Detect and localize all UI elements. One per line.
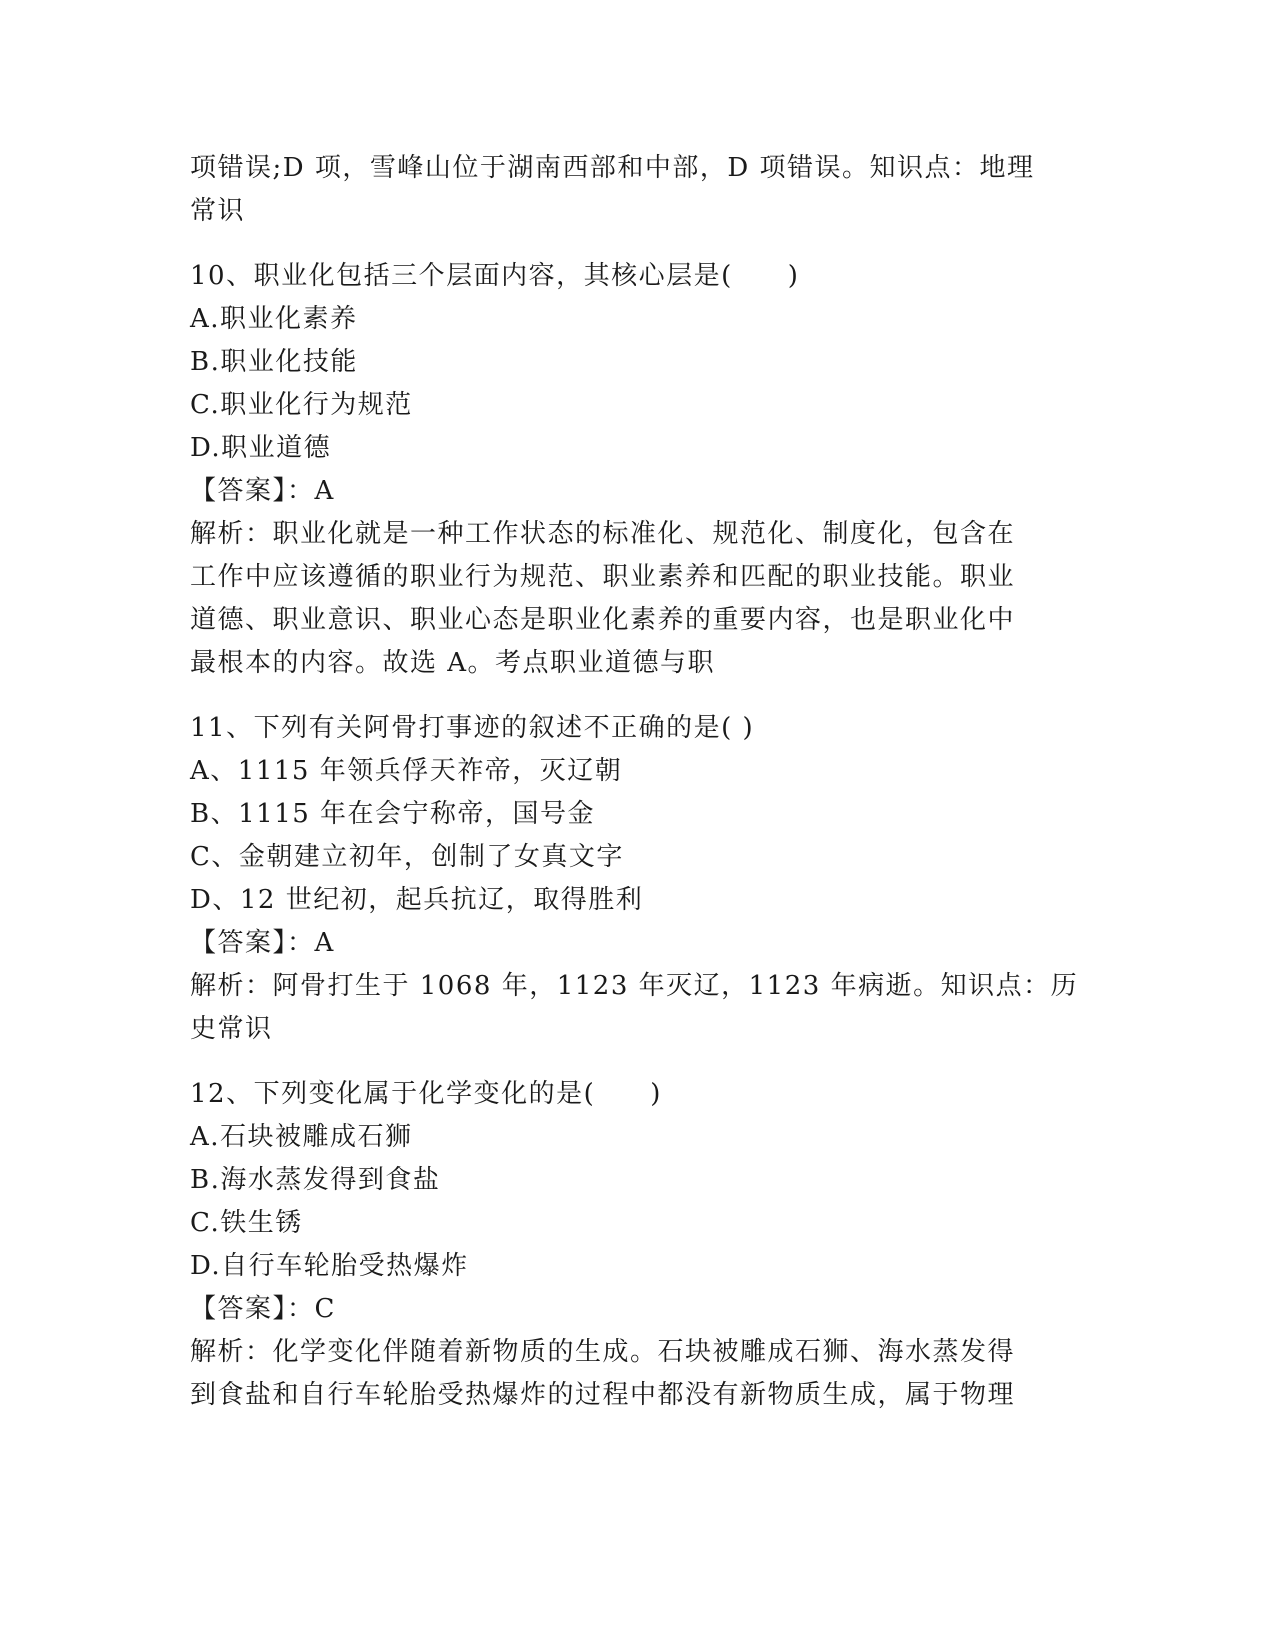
question-text: 12、下列变化属于化学变化的是( ) [190, 1079, 662, 1109]
explanation-line: 解析：阿骨打生于 1068 年，1123 年灭辽，1123 年病逝。知识点：历 [190, 971, 1079, 1001]
question-text: 11、下列有关阿骨打事迹的叙述不正确的是( ) [190, 713, 755, 743]
option-b: B.职业化技能 [190, 347, 358, 377]
option-a: A.石块被雕成石狮 [190, 1122, 413, 1152]
question-12 [190, 1073, 1060, 1417]
question-10 [190, 255, 1060, 685]
option-c: C.职业化行为规范 [190, 390, 413, 420]
previous-explanation [190, 147, 1060, 233]
option-b: B.海水蒸发得到食盐 [190, 1165, 441, 1195]
explanation-line: 工作中应该遵循的职业行为规范、职业素养和匹配的职业技能。职业 [190, 562, 1016, 592]
option-a: A、1115 年领兵俘天祚帝，灭辽朝 [190, 756, 623, 786]
explanation-line: 道德、职业意识、职业心态是职业化素养的重要内容，也是职业化中 [190, 605, 1016, 635]
explanation-line: 解析：化学变化伴随着新物质的生成。石块被雕成石狮、海水蒸发得 [190, 1337, 1016, 1367]
option-d: D、12 世纪初，起兵抗辽，取得胜利 [190, 885, 644, 915]
option-d: D.自行车轮胎受热爆炸 [190, 1251, 469, 1281]
option-c: C、金朝建立初年，创制了女真文字 [190, 842, 624, 872]
explanation-line: 史常识 [190, 1014, 273, 1044]
explanation-line: 常识 [190, 196, 246, 226]
question-11 [190, 707, 1079, 1051]
explanation-line: 到食盐和自行车轮胎受热爆炸的过程中都没有新物质生成，属于物理 [190, 1380, 1016, 1410]
answer: 【答案】：A [190, 476, 335, 506]
option-a: A.职业化素养 [190, 304, 358, 334]
option-d: D.职业道德 [190, 433, 332, 463]
explanation-line: 最根本的内容。故选 A。考点职业道德与职 [190, 648, 716, 678]
question-text: 10、职业化包括三个层面内容，其核心层是( ) [190, 261, 800, 291]
option-c: C.铁生锈 [190, 1208, 303, 1238]
document-page [190, 147, 1079, 1417]
option-b: B、1115 年在会宁称帝，国号金 [190, 799, 596, 829]
explanation-line: 解析：职业化就是一种工作状态的标准化、规范化、制度化，包含在 [190, 519, 1016, 549]
answer: 【答案】：C [190, 1294, 336, 1324]
explanation-line: 项错误;D 项，雪峰山位于湖南西部和中部，D 项错误。知识点：地理 [190, 153, 1035, 183]
answer: 【答案】：A [190, 928, 335, 958]
